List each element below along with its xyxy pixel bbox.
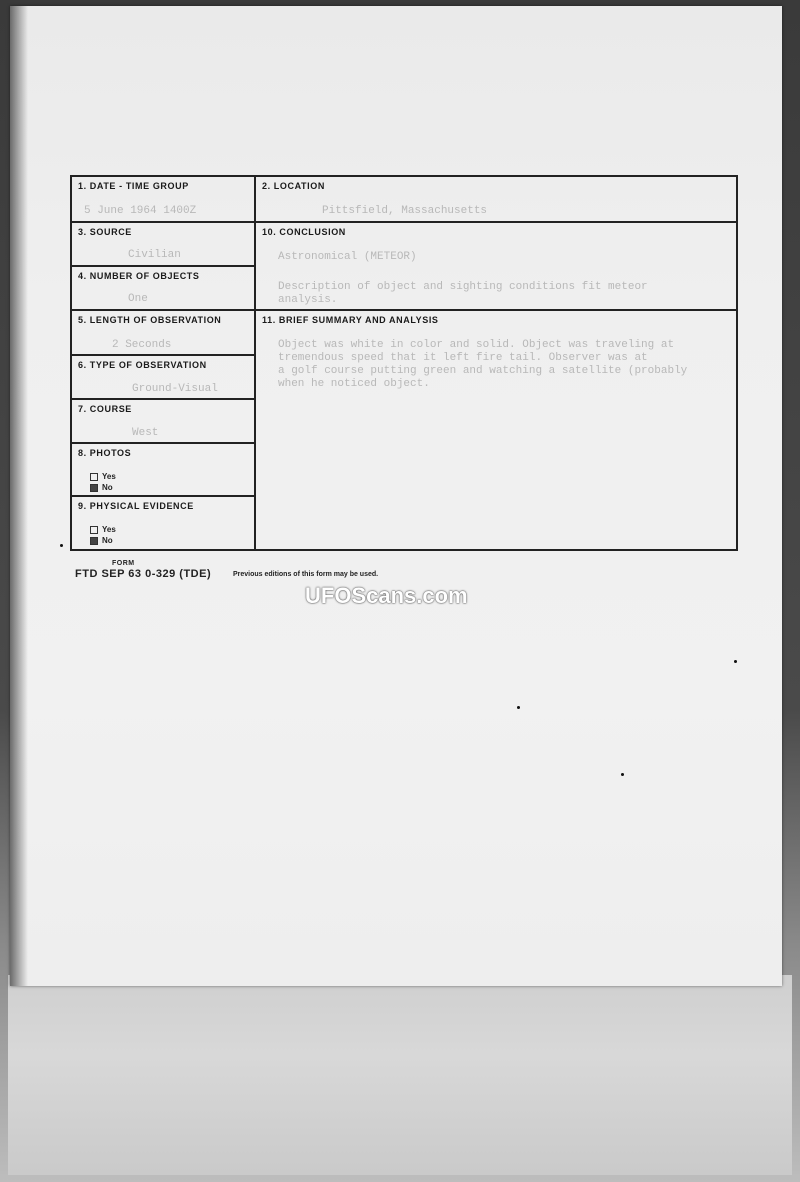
form-edition-note: Previous editions of this form may be used. <box>233 571 379 578</box>
site-watermark: UFOScans.com <box>305 583 468 608</box>
dust-speck <box>621 773 624 776</box>
row-divider <box>72 442 256 444</box>
form-code: FTD SEP 63 0-329 (TDE) <box>75 568 212 580</box>
column-divider <box>254 177 256 549</box>
conclusion-value: Astronomical (METEOR) <box>278 251 417 263</box>
row-divider <box>72 398 256 400</box>
type-of-observation-label: 6. TYPE OF OBSERVATION <box>78 360 207 370</box>
conclusion-note-line: analysis. <box>278 294 338 306</box>
row-divider <box>72 495 256 497</box>
row-divider <box>72 265 256 267</box>
location-label: 2. LOCATION <box>262 181 325 191</box>
source-value: Civilian <box>128 249 181 261</box>
number-of-objects-value: One <box>128 293 148 305</box>
conclusion-label: 10. CONCLUSION <box>262 227 346 237</box>
checkbox-icon <box>90 473 98 481</box>
number-of-objects-label: 4. NUMBER OF OBJECTS <box>78 271 200 281</box>
photos-yes-label: Yes <box>102 472 116 481</box>
row-divider <box>72 221 736 223</box>
dust-speck <box>517 706 520 709</box>
length-of-observation-value: 2 Seconds <box>112 339 172 351</box>
photos-yes-option <box>90 472 116 481</box>
form-word: FORM <box>112 560 135 567</box>
brief-summary-line: tremendous speed that it left fire tail. Observer was at <box>278 352 648 364</box>
checked-box-icon <box>90 537 98 545</box>
type-of-observation-value: Ground-Visual <box>132 383 218 395</box>
date-time-group-value: 5 June 1964 1400Z <box>84 205 197 217</box>
course-label: 7. COURSE <box>78 404 132 414</box>
photos-label: 8. PHOTOS <box>78 448 132 458</box>
photos-no-label: No <box>102 483 113 492</box>
photos-no-option <box>90 483 113 492</box>
physical-evidence-no-option <box>90 536 113 545</box>
row-divider <box>72 354 256 356</box>
checkbox-icon <box>90 526 98 534</box>
dust-speck <box>734 660 737 663</box>
location-value: Pittsfield, Massachusetts <box>322 205 488 217</box>
brief-summary-line: a golf course putting green and watching a satellite (probably <box>278 365 688 377</box>
brief-summary-line: when he noticed object. <box>278 378 430 390</box>
dust-speck <box>60 544 63 547</box>
source-label: 3. SOURCE <box>78 227 132 237</box>
conclusion-note-line: Description of object and sighting conditions fit meteor <box>278 281 648 293</box>
paper-shadow <box>10 6 28 986</box>
checked-box-icon <box>90 484 98 492</box>
brief-summary-line: Object was white in color and solid. Object was traveling at <box>278 339 675 351</box>
project-record-card <box>70 175 738 551</box>
course-value: West <box>132 427 159 439</box>
date-time-group-label: 1. DATE - TIME GROUP <box>78 181 189 191</box>
row-divider <box>72 309 736 311</box>
physical-evidence-label: 9. PHYSICAL EVIDENCE <box>78 501 194 511</box>
physical-evidence-no-label: No <box>102 536 113 545</box>
table-surface <box>8 975 792 1175</box>
physical-evidence-yes-label: Yes <box>102 525 116 534</box>
brief-summary-label: 11. BRIEF SUMMARY AND ANALYSIS <box>262 315 439 325</box>
physical-evidence-yes-option <box>90 525 116 534</box>
length-of-observation-label: 5. LENGTH OF OBSERVATION <box>78 315 222 325</box>
